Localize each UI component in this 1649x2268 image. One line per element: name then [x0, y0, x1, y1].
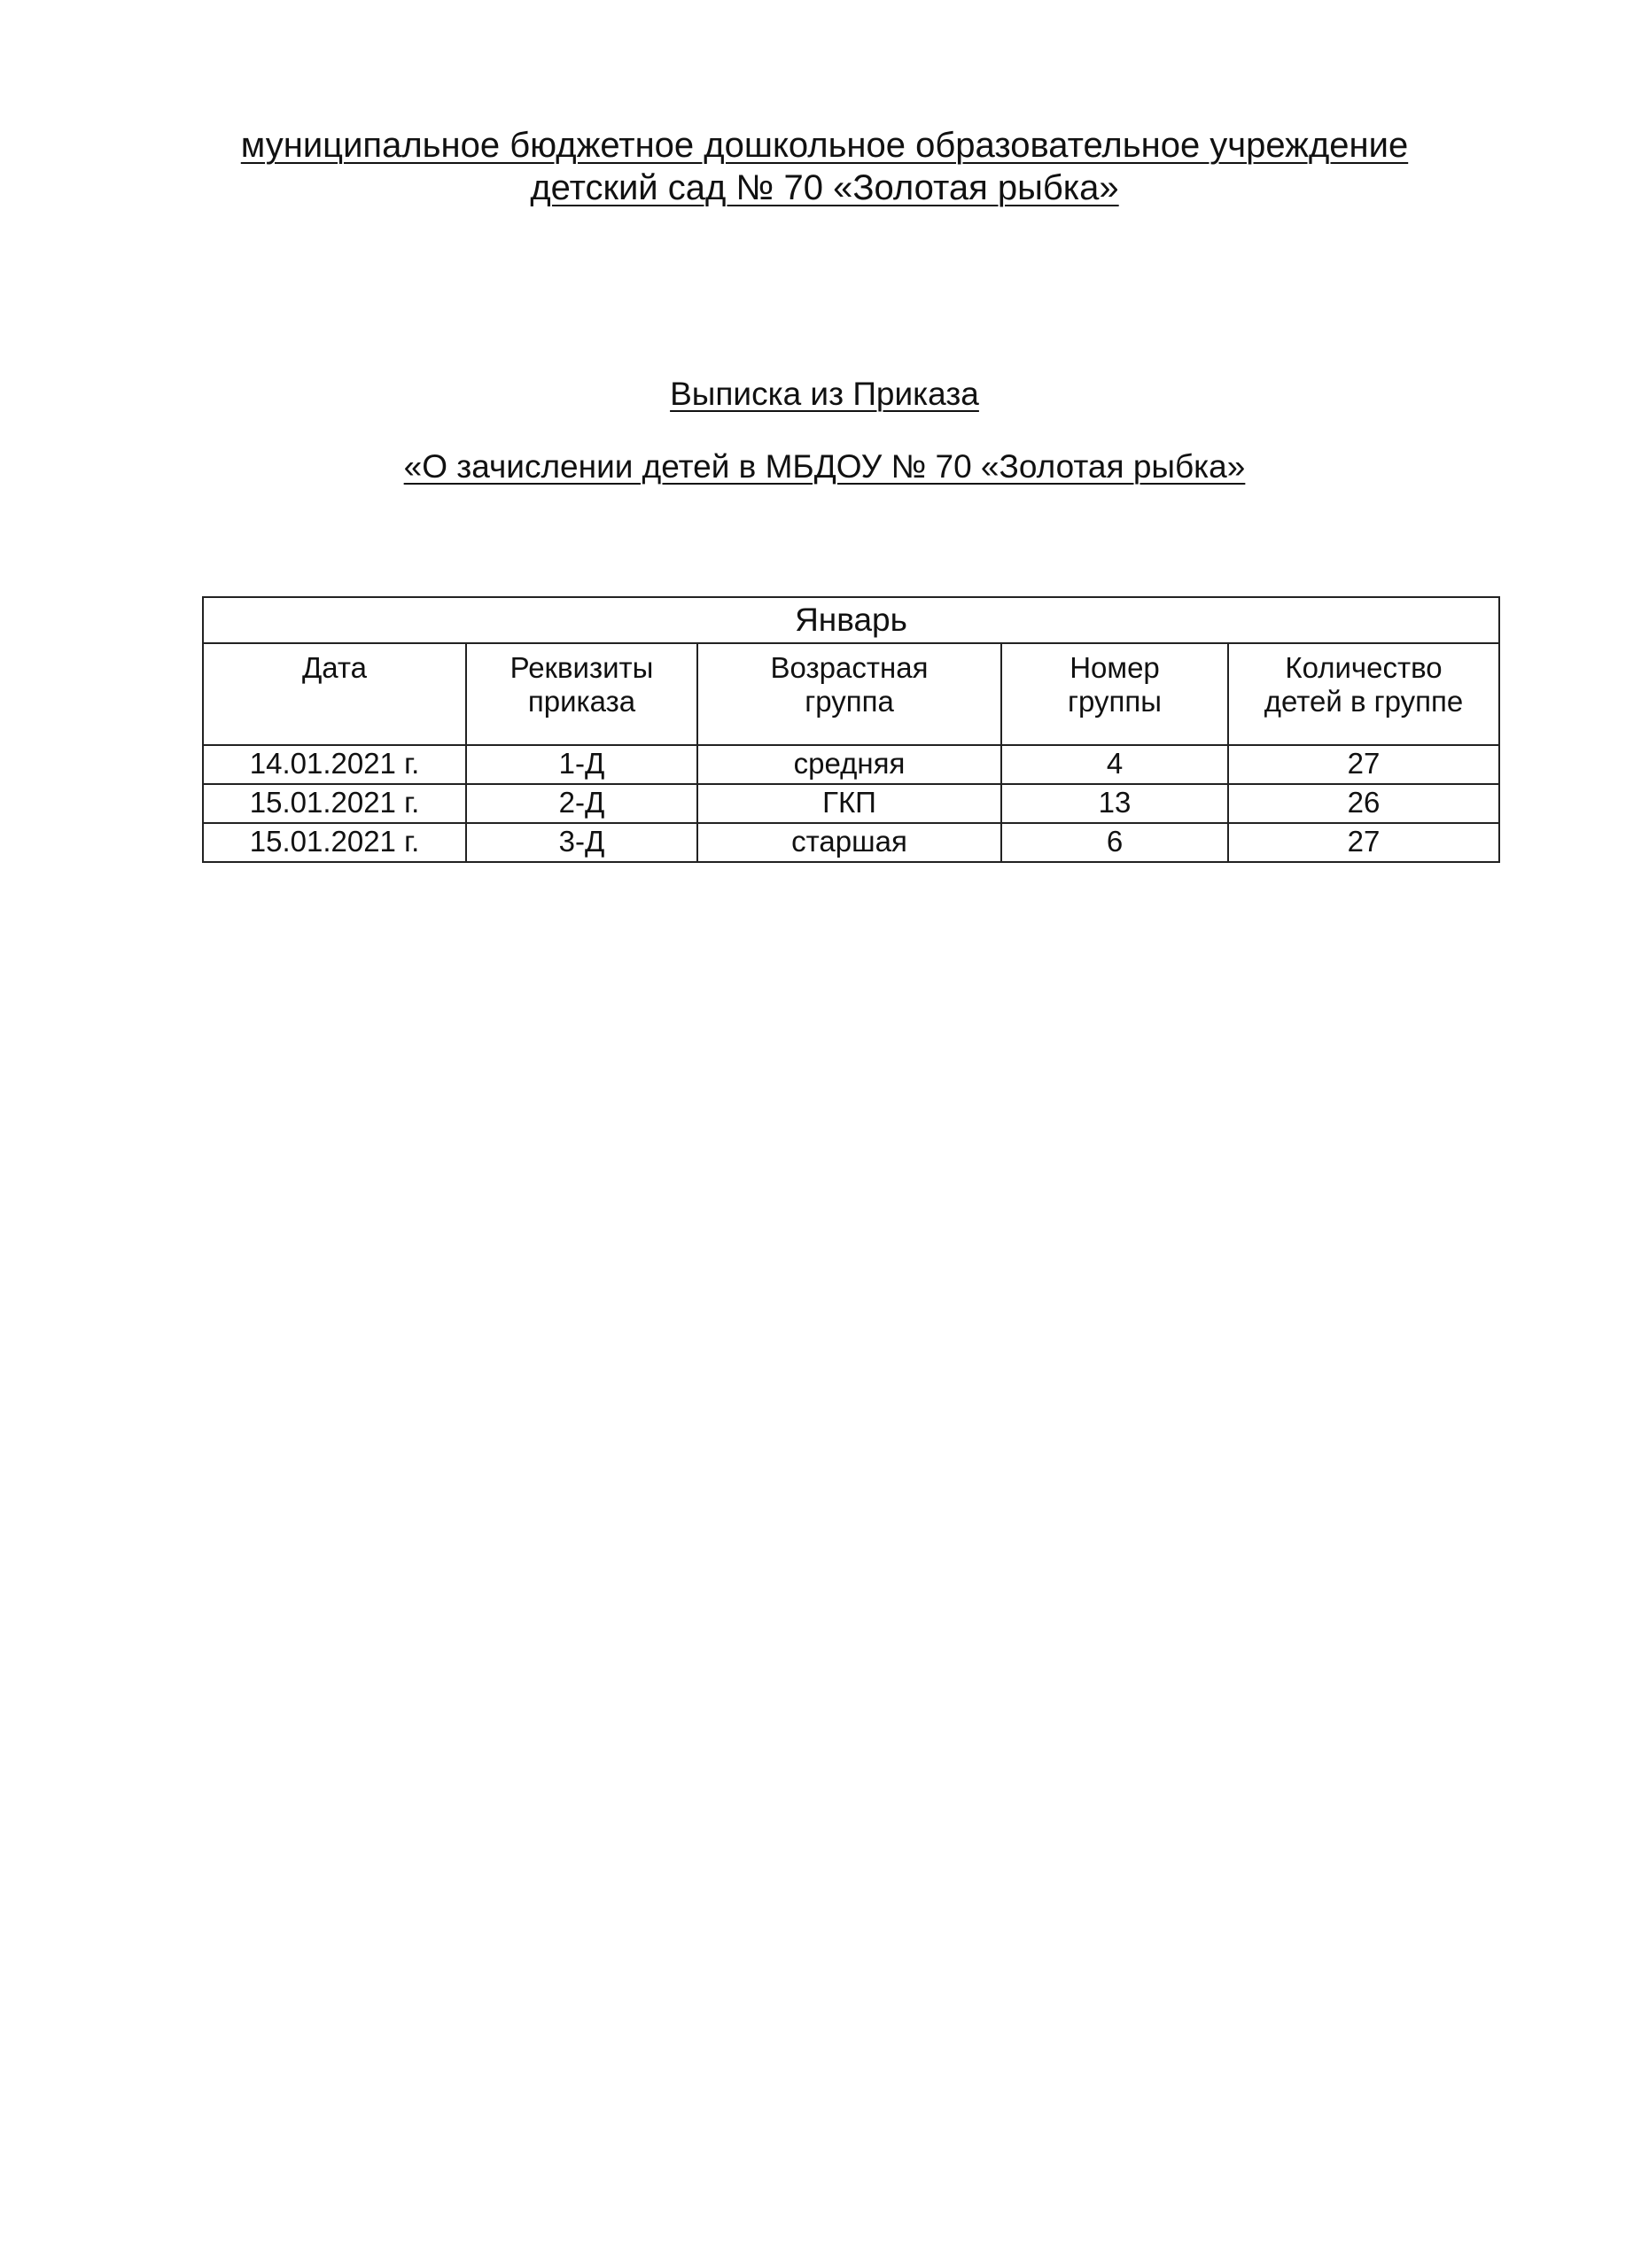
cell-age-group: старшая: [697, 823, 1001, 862]
column-header-order-details: [466, 643, 697, 745]
column-header-date: [203, 643, 466, 745]
column-header-age-group: [697, 643, 1001, 745]
column-header-order-details-line1: Реквизиты: [509, 651, 654, 684]
cell-order-details: 1-Д: [466, 745, 697, 784]
column-header-age-group-line1: Возрастная: [770, 651, 929, 684]
cell-group-number: 13: [1001, 784, 1228, 823]
column-header-children-count-line2: детей в группе: [1264, 685, 1464, 718]
cell-children-count: 27: [1228, 745, 1499, 784]
document-subtitle: «О зачислении детей в МБДОУ № 70 «Золотая рыбка»: [403, 448, 1246, 485]
organization-header: [0, 124, 1649, 209]
column-header-date-text: Дата: [301, 651, 368, 684]
column-header-children-count-line1: Количество: [1285, 651, 1443, 684]
document-title: Выписка из Приказа: [670, 376, 979, 412]
month-header: Январь: [203, 597, 1499, 643]
cell-children-count: 26: [1228, 784, 1499, 823]
cell-date: 14.01.2021 г.: [203, 745, 466, 784]
column-header-order-details-line2: приказа: [527, 685, 636, 718]
cell-order-details: 3-Д: [466, 823, 697, 862]
column-header-group-number-line2: группы: [1068, 685, 1162, 718]
cell-date: 15.01.2021 г.: [203, 823, 466, 862]
cell-age-group: ГКП: [697, 784, 1001, 823]
column-header-children-count: [1228, 643, 1499, 745]
cell-order-details: 2-Д: [466, 784, 697, 823]
column-header-age-group-line2: группа: [805, 685, 894, 718]
column-header-group-number-line1: Номер: [1070, 651, 1160, 684]
table-row: [203, 823, 1499, 862]
organization-name-line2: детский сад № 70 «Золотая рыбка»: [530, 168, 1119, 207]
enrollment-table: [202, 596, 1500, 863]
table-header-row: [203, 643, 1499, 745]
cell-date: 15.01.2021 г.: [203, 784, 466, 823]
cell-children-count: 27: [1228, 823, 1499, 862]
cell-age-group: средняя: [697, 745, 1001, 784]
organization-name-line1: муниципальное бюджетное дошкольное образовательное учреждение: [240, 126, 1409, 165]
cell-group-number: 4: [1001, 745, 1228, 784]
column-header-group-number: [1001, 643, 1228, 745]
table-row: [203, 745, 1499, 784]
table-row: [203, 784, 1499, 823]
cell-group-number: 6: [1001, 823, 1228, 862]
